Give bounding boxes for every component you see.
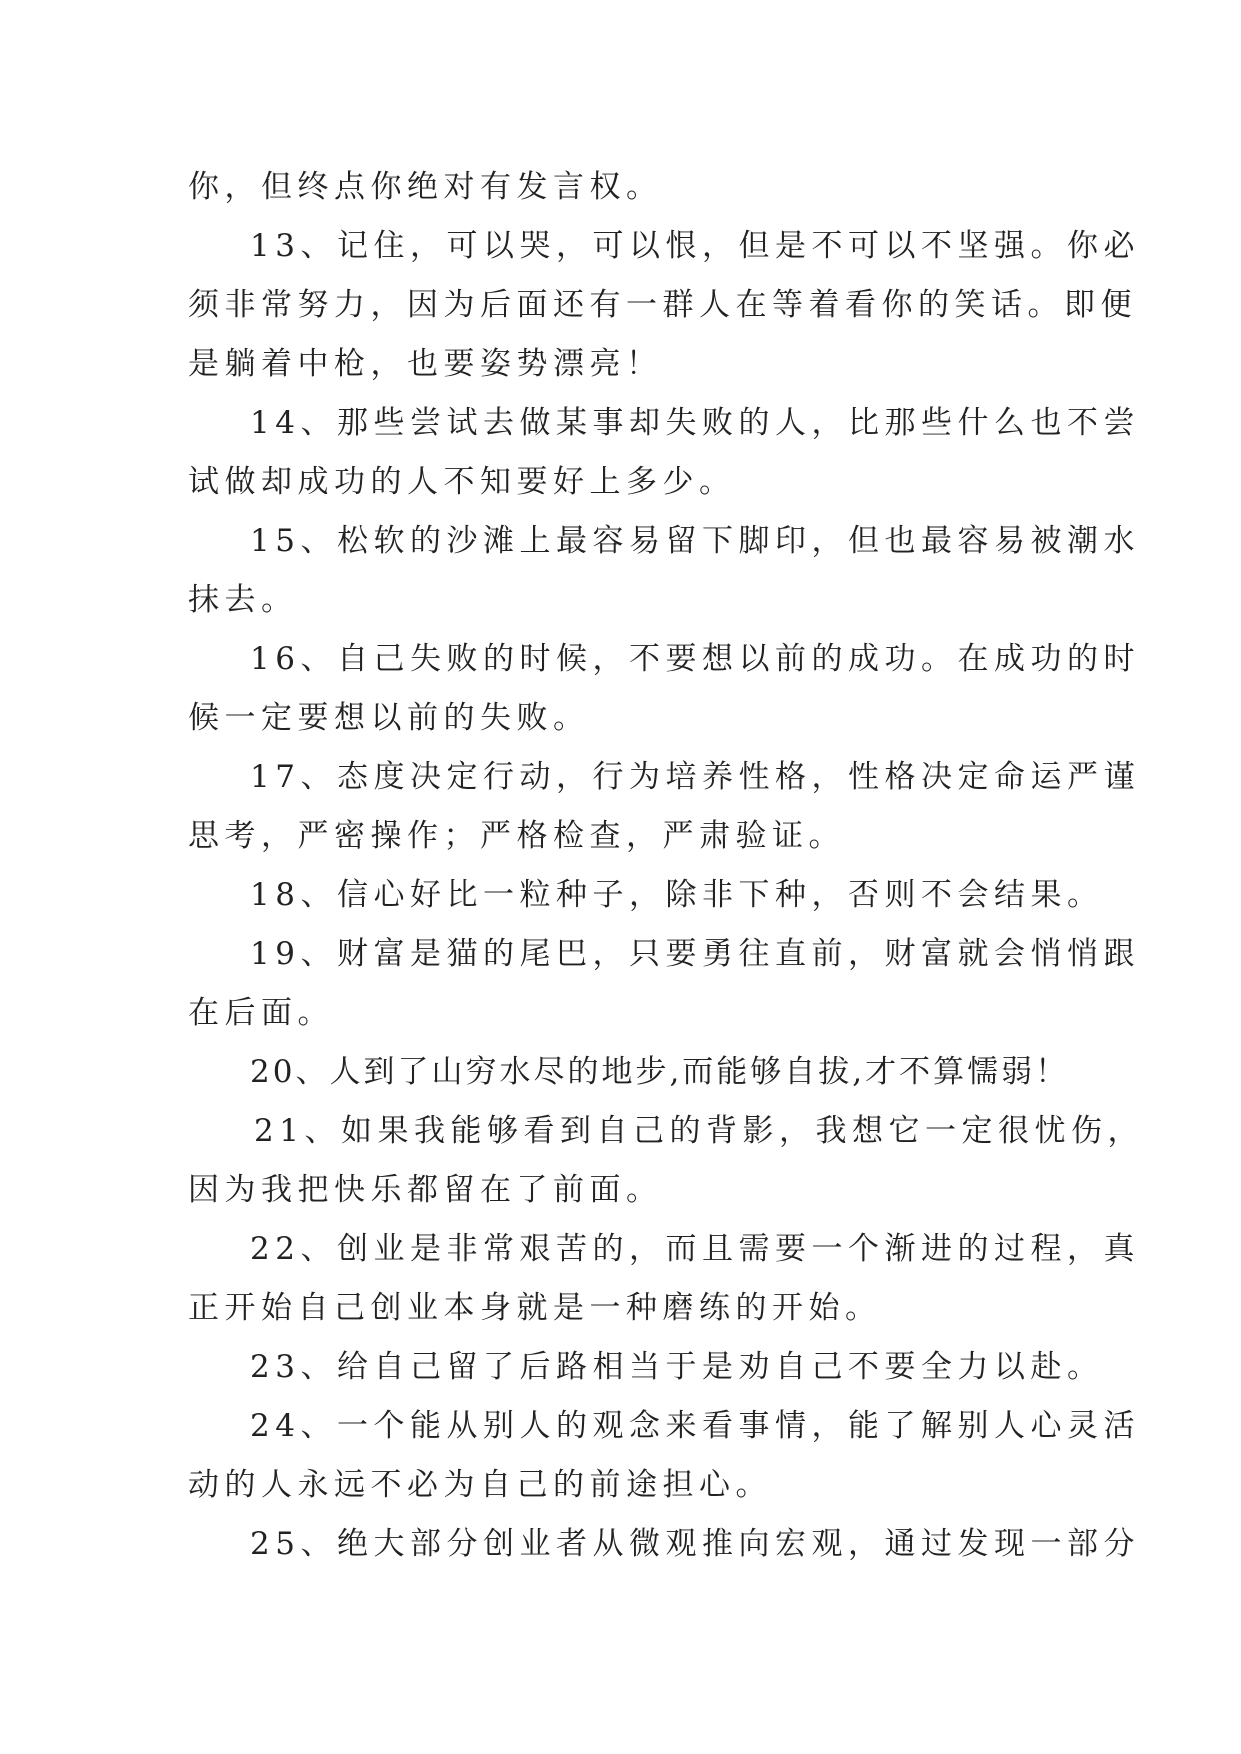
text-line: 因为我把快乐都留在了前面。 <box>188 1172 663 1208</box>
text-line: 21、如果我能够看到自己的背影，我想它一定很忧伤， <box>254 1113 1144 1149</box>
text-line: 23、给自己留了后路相当于是劝自己不要全力以赴。 <box>250 1349 1104 1385</box>
text-line: 动的人永远不必为自己的前途担心。 <box>188 1467 772 1503</box>
text-line: 25、绝大部分创业者从微观推向宏观，通过发现一部分 <box>250 1526 1140 1562</box>
text-line: 15、松软的沙滩上最容易留下脚印，但也最容易被潮水 <box>250 523 1140 559</box>
text-line: 17、态度决定行动，行为培养性格，性格决定命运严谨 <box>250 759 1140 795</box>
text-line: 22、创业是非常艰苦的，而且需要一个渐进的过程，真 <box>250 1231 1140 1267</box>
text-line: 20、人到了山穷水尽的地步,而能够自拔,才不算懦弱！ <box>250 1054 1070 1090</box>
text-line: 24、一个能从别人的观念来看事情，能了解别人心灵活 <box>250 1408 1140 1444</box>
text-line: 抹去。 <box>188 582 298 618</box>
text-line: 候一定要想以前的失败。 <box>188 700 590 736</box>
text-line: 14、那些尝试去做某事却失败的人，比那些什么也不尝 <box>250 405 1140 441</box>
text-line: 你，但终点你绝对有发言权。 <box>188 169 663 205</box>
text-line: 13、记住，可以哭，可以恨，但是不可以不坚强。你必 <box>250 228 1140 264</box>
text-line: 19、财富是猫的尾巴，只要勇往直前，财富就会悄悄跟 <box>250 936 1140 972</box>
text-line: 思考，严密操作；严格检查，严肃验证。 <box>188 818 845 854</box>
text-line: 是躺着中枪，也要姿势漂亮！ <box>188 346 663 382</box>
document-page <box>188 158 1144 1574</box>
text-line: 18、信心好比一粒种子，除非下种，否则不会结果。 <box>250 877 1104 913</box>
text-line: 在后面。 <box>188 995 334 1031</box>
text-line: 须非常努力，因为后面还有一群人在等着看你的笑话。即便 <box>188 287 1137 323</box>
text-line: 试做却成功的人不知要好上多少。 <box>188 464 736 500</box>
text-line: 正开始自己创业本身就是一种磨练的开始。 <box>188 1290 882 1326</box>
text-line: 16、自己失败的时候，不要想以前的成功。在成功的时 <box>250 641 1140 677</box>
